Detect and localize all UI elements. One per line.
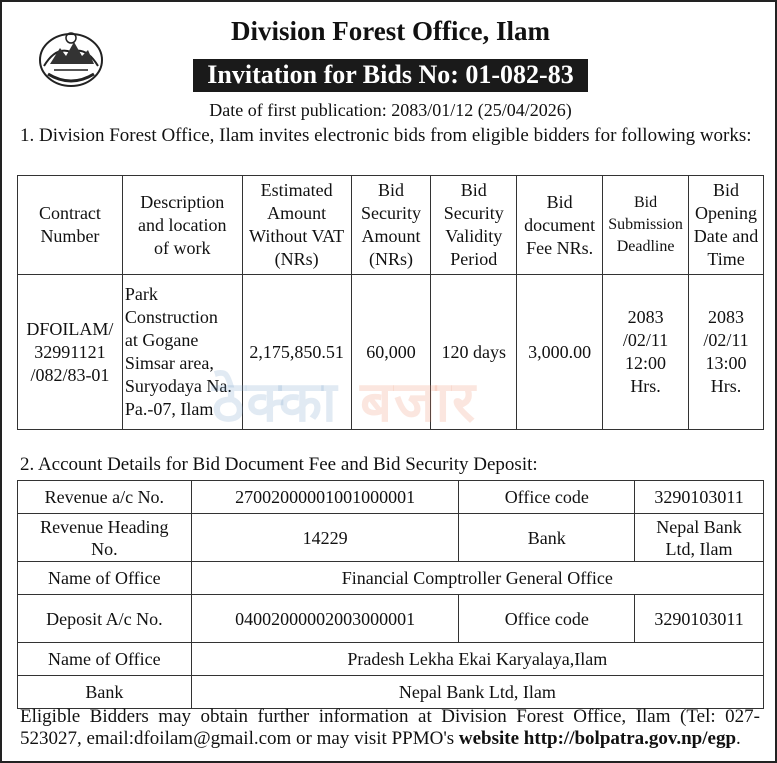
work-description: Park Construction at Gogane Simsar area, Suryodaya Na. Pa.-07, Ilam bbox=[122, 275, 242, 430]
publication-date: Date of first publication: 2083/01/12 (25/04/2026) bbox=[209, 100, 572, 120]
estimated-amount: 2,175,850.51 bbox=[242, 275, 351, 430]
footer-note: Eligible Bidders may obtain further information at Division Forest Office, Ilam (Tel: 027-523027, email:dfoilam@gmail.com or may visit PPMO's website http://bolpatra.gov.np/egp. bbox=[20, 706, 760, 749]
bank-label: Bank bbox=[459, 514, 635, 562]
intro-paragraph: 1. Division Forest Office, Ilam invites electronic bids from eligible bidders for following works: bbox=[20, 125, 752, 146]
bid-table bbox=[17, 175, 764, 430]
header-bid-opening: Bid Opening Date and Time bbox=[689, 176, 764, 275]
contract-number: DFOILAM/ 32991121 /082/83-01 bbox=[18, 275, 123, 430]
bid-table-header-row bbox=[18, 176, 764, 275]
header-estimated-amount: Estimated Amount Without VAT (NRs) bbox=[242, 176, 351, 275]
office-title: Division Forest Office, Ilam bbox=[231, 16, 550, 46]
account-section-title: 2. Account Details for Bid Document Fee and Bid Security Deposit: bbox=[20, 454, 538, 475]
watermark: ठेक्का बजार bbox=[212, 370, 478, 435]
submission-deadline: 2083 /02/11 12:00 Hrs. bbox=[603, 275, 689, 430]
header-bid-security-validity: Bid Security Validity Period bbox=[431, 176, 517, 275]
deposit-ac-value: 04002000002003000001 bbox=[191, 595, 459, 643]
header-bid-security-amount: Bid Security Amount (NRs) bbox=[351, 176, 431, 275]
name-of-office-value: Pradesh Lekha Ekai Karyalaya,Ilam bbox=[191, 643, 763, 676]
invitation-banner: Invitation for Bids No: 01-082-83 bbox=[193, 59, 587, 92]
table-row bbox=[18, 643, 764, 676]
bank-value: Nepal Bank Ltd, Ilam bbox=[191, 676, 763, 709]
bid-security-amount: 60,000 bbox=[351, 275, 431, 430]
table-row bbox=[18, 481, 764, 514]
table-row bbox=[18, 562, 764, 595]
account-table bbox=[17, 480, 764, 709]
office-code-value: 3290103011 bbox=[635, 481, 764, 514]
name-of-office-label: Name of Office bbox=[18, 562, 192, 595]
bank-value: Nepal Bank Ltd, Ilam bbox=[635, 514, 764, 562]
name-of-office-label: Name of Office bbox=[18, 643, 192, 676]
revenue-ac-value: 27002000001001000001 bbox=[191, 481, 459, 514]
office-code-label: Office code bbox=[459, 481, 635, 514]
bid-security-validity: 120 days bbox=[431, 275, 517, 430]
office-code-value: 3290103011 bbox=[635, 595, 764, 643]
header-contract-number: Contract Number bbox=[18, 176, 123, 275]
header-bid-document-fee: Bid document Fee NRs. bbox=[517, 176, 603, 275]
website-link[interactable]: website http://bolpatra.gov.np/egp bbox=[458, 728, 737, 749]
bid-document-fee: 3,000.00 bbox=[517, 275, 603, 430]
header-submission-deadline: Bid Submission Deadline bbox=[603, 176, 689, 275]
table-row bbox=[18, 676, 764, 709]
table-row bbox=[18, 275, 764, 430]
revenue-heading-value: 14229 bbox=[191, 514, 459, 562]
revenue-ac-label: Revenue a/c No. bbox=[18, 481, 192, 514]
bank-label: Bank bbox=[18, 676, 192, 709]
table-row bbox=[18, 595, 764, 643]
revenue-heading-label: Revenue Heading No. bbox=[18, 514, 192, 562]
header-description: Description and location of work bbox=[122, 176, 242, 275]
table-row bbox=[18, 514, 764, 562]
office-code-label: Office code bbox=[459, 595, 635, 643]
name-of-office-value: Financial Comptroller General Office bbox=[191, 562, 763, 595]
bid-opening: 2083 /02/11 13:00 Hrs. bbox=[689, 275, 764, 430]
deposit-ac-label: Deposit A/c No. bbox=[18, 595, 192, 643]
